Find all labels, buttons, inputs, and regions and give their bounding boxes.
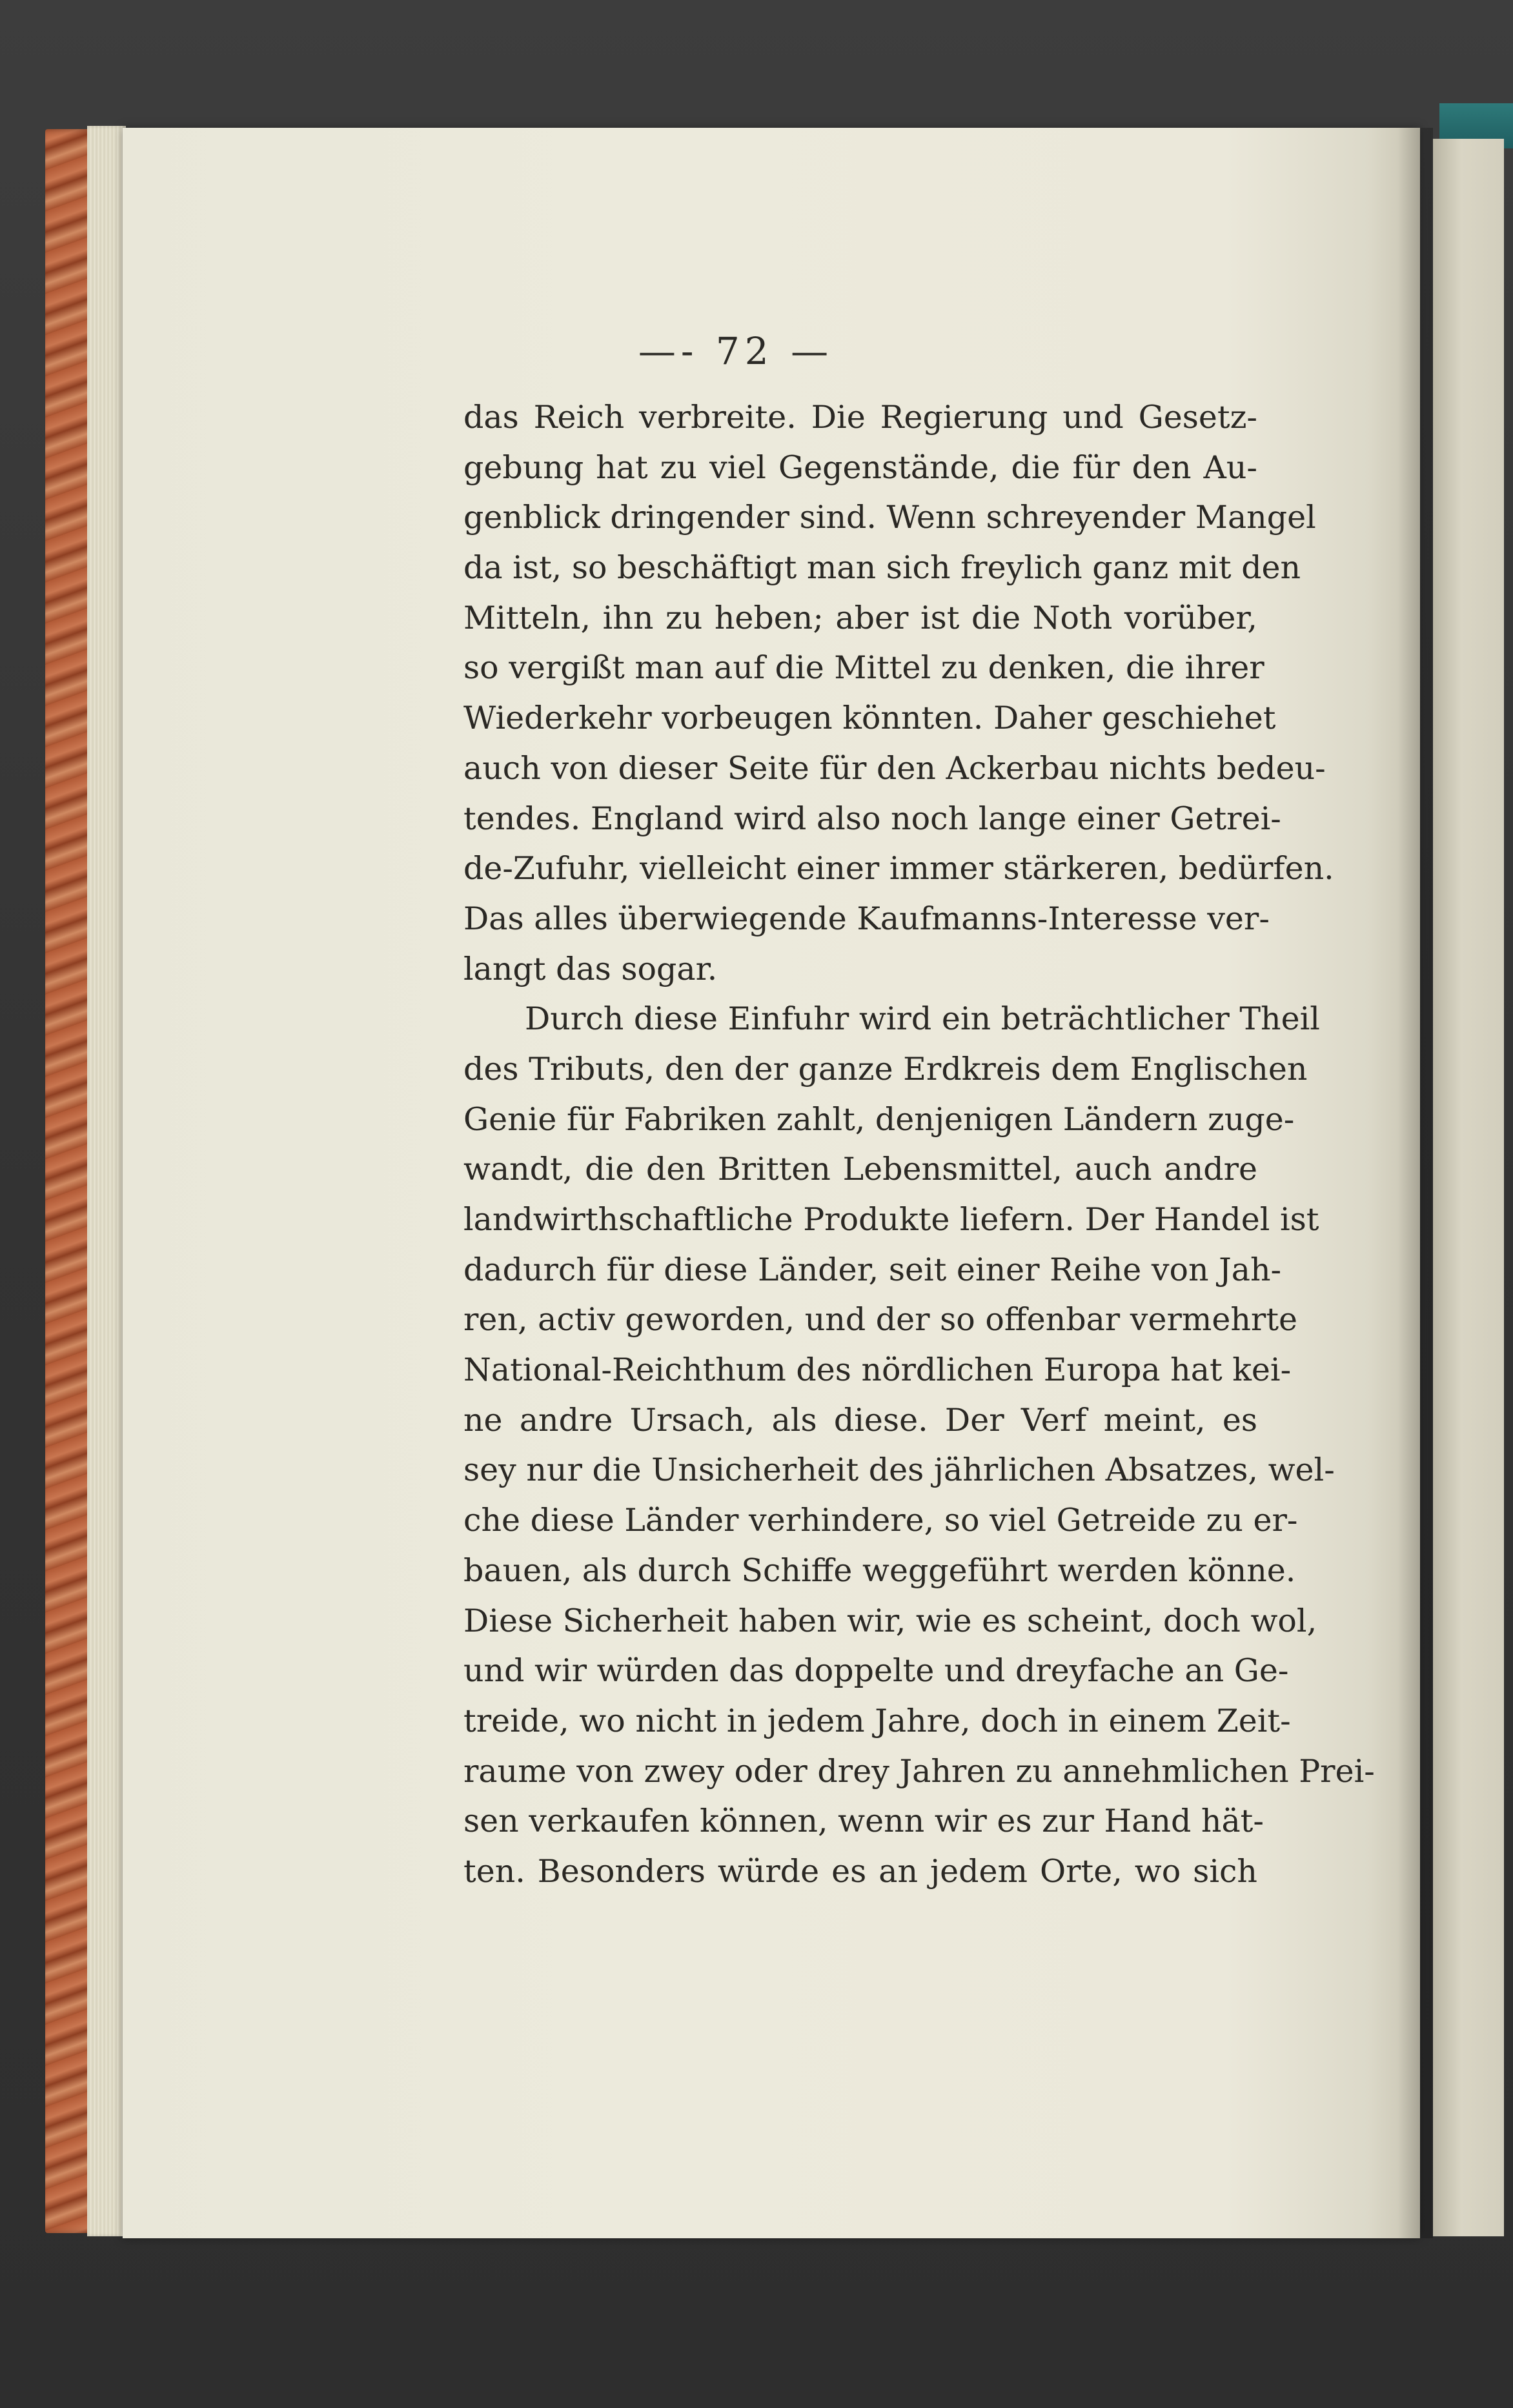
text-line: ten. Besonders würde es an jedem Orte, wo sich xyxy=(463,1852,1257,1890)
text-line: genblick dringender sind. Wenn schreyender Mangel xyxy=(463,499,1316,536)
text-line: wandt, die den Britten Lebensmittel, auch andre xyxy=(463,1151,1257,1188)
page-number: —- 72 — xyxy=(638,329,834,373)
text-line: Durch diese Einfuhr wird ein beträchtlicher Theil xyxy=(525,1000,1320,1038)
text-line: Das alles überwiegende Kaufmanns-Interesse ver- xyxy=(463,900,1270,937)
text-line: che diese Länder verhindere, so viel Getreide zu er- xyxy=(463,1502,1298,1539)
text-line-paragraph-end: langt das sogar. xyxy=(463,950,718,987)
text-line: Mitteln, ihn zu heben; aber ist die Noth vorüber, xyxy=(463,599,1257,636)
text-line: sen verkaufen können, wenn wir es zur Hand hät- xyxy=(463,1803,1264,1840)
body-text xyxy=(463,392,1375,1897)
text-line: und wir würden das doppelte und dreyfache an Ge- xyxy=(463,1652,1289,1690)
page-gutter-shadow xyxy=(1397,128,1433,2238)
text-line: National-Reichthum des nördlichen Europa hat kei- xyxy=(463,1351,1292,1389)
text-line: Wiederkehr vorbeugen könnten. Daher geschiehet xyxy=(463,700,1276,737)
text-line: das Reich verbreite. Die Regierung und Gesetz- xyxy=(463,399,1257,436)
text-line: so vergißt man auf die Mittel zu denken, die ihrer xyxy=(463,649,1264,687)
text-line: auch von dieser Seite für den Ackerbau nichts bedeu- xyxy=(463,749,1326,787)
text-line: ne andre Ursach, als diese. Der Verf meint, es xyxy=(463,1401,1257,1439)
page-stack-edge xyxy=(87,126,126,2236)
text-line: da ist, so beschäftigt man sich freylich ganz mit den xyxy=(463,549,1301,587)
text-line: ren, activ geworden, und der so offenbar vermehrte xyxy=(463,1301,1298,1339)
text-line: landwirthschaftliche Produkte liefern. Der Handel ist xyxy=(463,1201,1319,1238)
text-line: treide, wo nicht in jedem Jahre, doch in einem Zeit- xyxy=(463,1702,1291,1739)
facing-page-edge xyxy=(1433,139,1504,2236)
text-line: Diese Sicherheit haben wir, wie es scheint, doch wol, xyxy=(463,1602,1317,1639)
text-line: tendes. England wird also noch lange einer Getrei- xyxy=(463,800,1281,837)
text-line: Genie für Fabriken zahlt, denjenigen Ländern zuge- xyxy=(463,1100,1295,1138)
text-line: de-Zufuhr, vielleicht einer immer stärkeren, bedürfen. xyxy=(463,850,1334,887)
text-line: raume von zwey oder drey Jahren zu annehmlichen Prei- xyxy=(463,1752,1375,1790)
text-line: bauen, als durch Schiffe weggeführt werden könne. xyxy=(463,1552,1296,1589)
text-line: gebung hat zu viel Gegenstände, die für den Au- xyxy=(463,449,1257,486)
text-line: sey nur die Unsicherheit des jährlichen Absatzes, wel- xyxy=(463,1452,1335,1489)
text-line: dadurch für diese Länder, seit einer Reihe von Jah- xyxy=(463,1251,1282,1288)
text-line: des Tributs, den der ganze Erdkreis dem Englischen xyxy=(463,1050,1308,1088)
